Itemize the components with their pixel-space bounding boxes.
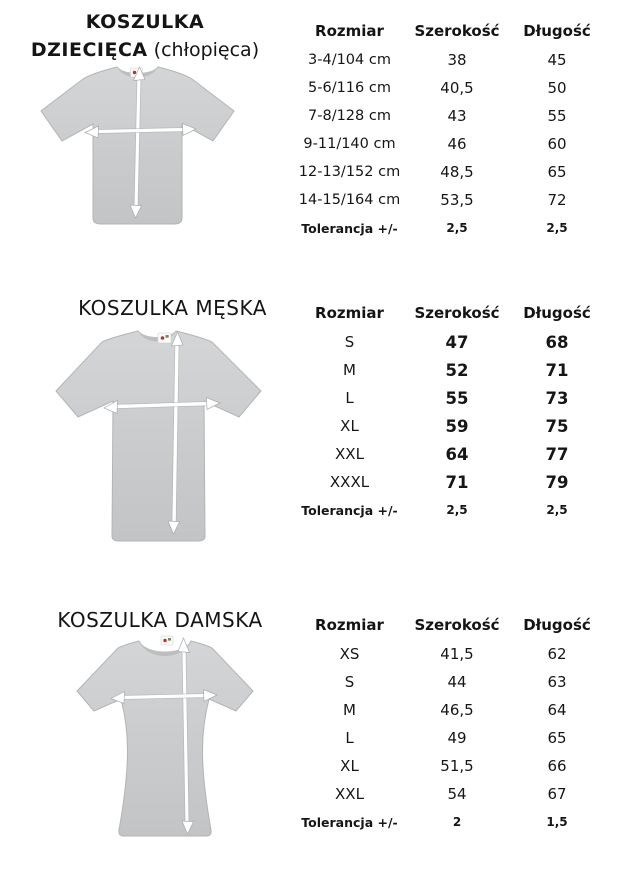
cell-length: 65 [547, 163, 567, 181]
title-line-1: KOSZULKA DAMSKA [57, 608, 263, 632]
cell-width: 38 [447, 51, 467, 69]
cell-length: 55 [547, 107, 567, 125]
cell-length: 66 [547, 757, 567, 775]
cell-size: M [343, 361, 356, 379]
cell-length: 60 [547, 135, 567, 153]
table-row [292, 468, 607, 496]
mens-size-table [292, 298, 607, 524]
cell-width: 54 [447, 785, 467, 803]
table-row [292, 130, 607, 158]
cell-width: 49 [447, 729, 467, 747]
table-row [292, 696, 607, 724]
cell-size: XS [339, 645, 360, 663]
cell-size: 7-8/128 cm [308, 108, 391, 124]
cell-width: 55 [445, 388, 469, 408]
cell-size: M [343, 701, 356, 719]
cell-size: 9-11/140 cm [303, 136, 396, 152]
tolerance-row [292, 214, 607, 242]
table-row [292, 74, 607, 102]
cell-width: 46 [447, 135, 467, 153]
table-body [292, 640, 607, 836]
cell-width: 2 [452, 815, 462, 829]
kids-tshirt-image [35, 58, 240, 230]
header-dlugosc: Długość [523, 304, 591, 322]
cell-width: 40,5 [440, 79, 474, 97]
cell-size: 3-4/104 cm [308, 52, 391, 68]
table-header-row [292, 16, 607, 46]
cell-size: L [345, 389, 354, 407]
title-regular-part: (chłopięca) [153, 39, 260, 61]
header-rozmiar: Rozmiar [315, 616, 384, 634]
mens-tshirt-image [52, 324, 265, 546]
cell-size: Tolerancja +/- [301, 502, 398, 518]
title-bold-part: DZIECIĘCA [30, 39, 148, 61]
table-header-row [292, 298, 607, 328]
tshirt-body [77, 641, 253, 836]
cell-size: S [344, 673, 355, 691]
header-dlugosc: Długość [523, 22, 591, 40]
cell-length: 72 [547, 191, 567, 209]
cell-size: S [344, 333, 355, 351]
table-row [292, 356, 607, 384]
table-row [292, 668, 607, 696]
cell-size: XXXL [329, 473, 370, 491]
cell-width: 2,5 [446, 503, 468, 517]
table-row [292, 158, 607, 186]
table-row [292, 780, 607, 808]
cell-length: 67 [547, 785, 567, 803]
cell-width: 52 [445, 360, 469, 380]
table-row [292, 640, 607, 668]
cell-length: 50 [547, 79, 567, 97]
collar-brand-label-icon [158, 333, 171, 343]
header-dlugosc: Długość [523, 616, 591, 634]
title-line-1: KOSZULKA MĘSKA [78, 296, 267, 320]
womens-size-table [292, 610, 607, 836]
cell-size: L [345, 729, 354, 747]
cell-size: XL [340, 417, 359, 435]
cell-size: Tolerancja +/- [301, 220, 398, 236]
womens-tshirt-image [73, 630, 257, 850]
cell-length: 2,5 [546, 221, 568, 235]
table-row [292, 412, 607, 440]
cell-size: 14-15/164 cm [298, 192, 401, 208]
cell-length: 45 [547, 51, 567, 69]
cell-length: 64 [547, 701, 567, 719]
cell-width: 53,5 [440, 191, 474, 209]
kids-size-table [292, 16, 607, 242]
cell-length: 77 [545, 444, 569, 464]
cell-width: 71 [445, 472, 469, 492]
section-title-men [50, 294, 295, 322]
table-row [292, 102, 607, 130]
table-row [292, 724, 607, 752]
cell-size: XL [340, 757, 359, 775]
table-row [292, 440, 607, 468]
title-line-1: KOSZULKA [85, 11, 205, 33]
cell-length: 65 [547, 729, 567, 747]
table-row [292, 752, 607, 780]
cell-length: 2,5 [546, 503, 568, 517]
cell-size: 12-13/152 cm [298, 164, 401, 180]
cell-length: 73 [545, 388, 569, 408]
cell-length: 79 [545, 472, 569, 492]
table-row [292, 186, 607, 214]
header-szerokosc: Szerokość [414, 616, 500, 634]
cell-width: 41,5 [440, 645, 474, 663]
header-szerokosc: Szerokość [414, 304, 500, 322]
cell-width: 59 [445, 416, 469, 436]
cell-length: 75 [545, 416, 569, 436]
tolerance-row [292, 808, 607, 836]
cell-length: 63 [547, 673, 567, 691]
cell-width: 2,5 [446, 221, 468, 235]
section-title-kids [10, 8, 280, 64]
cell-width: 47 [445, 332, 469, 352]
collar-brand-label-icon [161, 636, 173, 645]
cell-length: 1,5 [546, 815, 568, 829]
cell-size: Tolerancja +/- [301, 814, 398, 830]
cell-width: 64 [445, 444, 469, 464]
header-rozmiar: Rozmiar [315, 304, 384, 322]
cell-width: 48,5 [440, 163, 474, 181]
table-header-row [292, 610, 607, 640]
cell-size: 5-6/116 cm [308, 80, 391, 96]
cell-size: XXL [335, 445, 364, 463]
table-body [292, 46, 607, 242]
cell-length: 71 [545, 360, 569, 380]
tshirt-body [56, 331, 261, 541]
table-row [292, 328, 607, 356]
header-rozmiar: Rozmiar [315, 22, 384, 40]
table-row [292, 384, 607, 412]
cell-length: 62 [547, 645, 567, 663]
header-szerokosc: Szerokość [414, 22, 500, 40]
cell-size: XXL [335, 785, 364, 803]
tolerance-row [292, 496, 607, 524]
table-row [292, 46, 607, 74]
cell-width: 46,5 [440, 701, 474, 719]
cell-width: 51,5 [440, 757, 474, 775]
cell-width: 43 [447, 107, 467, 125]
cell-length: 68 [545, 332, 569, 352]
table-body [292, 328, 607, 524]
cell-width: 44 [447, 673, 467, 691]
